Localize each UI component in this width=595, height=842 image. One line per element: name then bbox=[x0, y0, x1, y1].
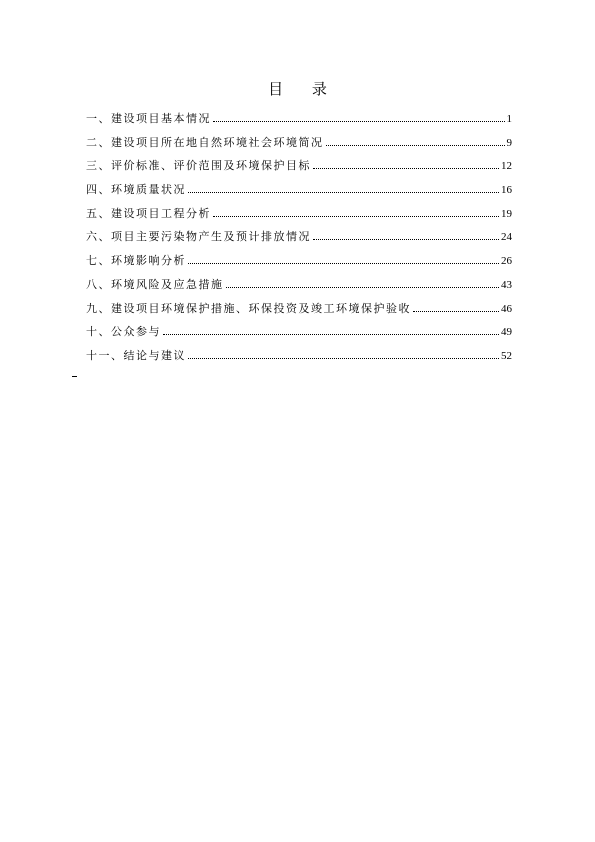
toc-entry-page: 46 bbox=[501, 302, 512, 315]
toc-entry-page: 26 bbox=[501, 255, 512, 268]
toc-entry-page: 24 bbox=[501, 231, 512, 244]
toc-dot-leader bbox=[413, 311, 499, 312]
toc-entry-page: 9 bbox=[506, 136, 512, 149]
toc-entry-label: 一、建设项目基本情况 bbox=[86, 112, 211, 125]
toc-entry[interactable] bbox=[86, 253, 512, 277]
toc-entry[interactable] bbox=[86, 111, 512, 135]
toc-dot-leader bbox=[313, 239, 499, 240]
toc-entry[interactable] bbox=[86, 229, 512, 253]
toc-entry-page: 19 bbox=[501, 207, 512, 220]
toc-entry-label: 三、评价标准、评价范围及环境保护目标 bbox=[86, 159, 311, 173]
toc-entry-page: 1 bbox=[506, 113, 512, 125]
toc-entry-label: 二、建设项目所在地自然环境社会环境简况 bbox=[86, 135, 324, 149]
toc-entry[interactable] bbox=[86, 324, 512, 348]
toc-entry-label: 五、建设项目工程分析 bbox=[86, 206, 211, 220]
toc-entry-label: 十、公众参与 bbox=[86, 325, 161, 339]
toc-dot-leader bbox=[188, 263, 499, 264]
toc-dot-leader bbox=[226, 287, 500, 288]
toc-entry[interactable] bbox=[86, 135, 512, 159]
toc-dot-leader bbox=[188, 192, 499, 193]
toc-dot-leader bbox=[213, 121, 505, 122]
toc-entry-page: 43 bbox=[501, 278, 512, 291]
table-of-contents bbox=[86, 111, 512, 372]
toc-entry-label: 十一、结论与建议 bbox=[86, 348, 186, 362]
toc-dot-leader bbox=[188, 358, 499, 359]
toc-entry-label: 八、环境风险及应急措施 bbox=[86, 277, 224, 291]
toc-entry-page: 49 bbox=[501, 326, 512, 339]
toc-entry[interactable] bbox=[86, 301, 512, 325]
page-title: 目 录 bbox=[268, 80, 339, 98]
toc-dot-leader bbox=[313, 168, 499, 169]
toc-dot-leader bbox=[326, 145, 505, 146]
toc-entry-label: 四、环境质量状况 bbox=[86, 183, 186, 197]
toc-entry[interactable] bbox=[86, 158, 512, 182]
toc-entry-page: 16 bbox=[501, 184, 512, 197]
toc-entry[interactable] bbox=[86, 277, 512, 301]
stray-underscore-mark bbox=[72, 376, 77, 377]
toc-entry-label: 六、项目主要污染物产生及预计排放情况 bbox=[86, 230, 311, 244]
toc-entry-label: 九、建设项目环境保护措施、环保投资及竣工环境保护验收 bbox=[86, 301, 411, 315]
toc-dot-leader bbox=[163, 334, 499, 335]
toc-dot-leader bbox=[213, 216, 499, 217]
toc-entry-page: 52 bbox=[501, 349, 512, 362]
toc-entry-label: 七、环境影响分析 bbox=[86, 254, 186, 268]
toc-entry[interactable] bbox=[86, 206, 512, 230]
toc-entry[interactable] bbox=[86, 348, 512, 372]
toc-entry-page: 12 bbox=[501, 160, 512, 173]
toc-entry[interactable] bbox=[86, 182, 512, 206]
